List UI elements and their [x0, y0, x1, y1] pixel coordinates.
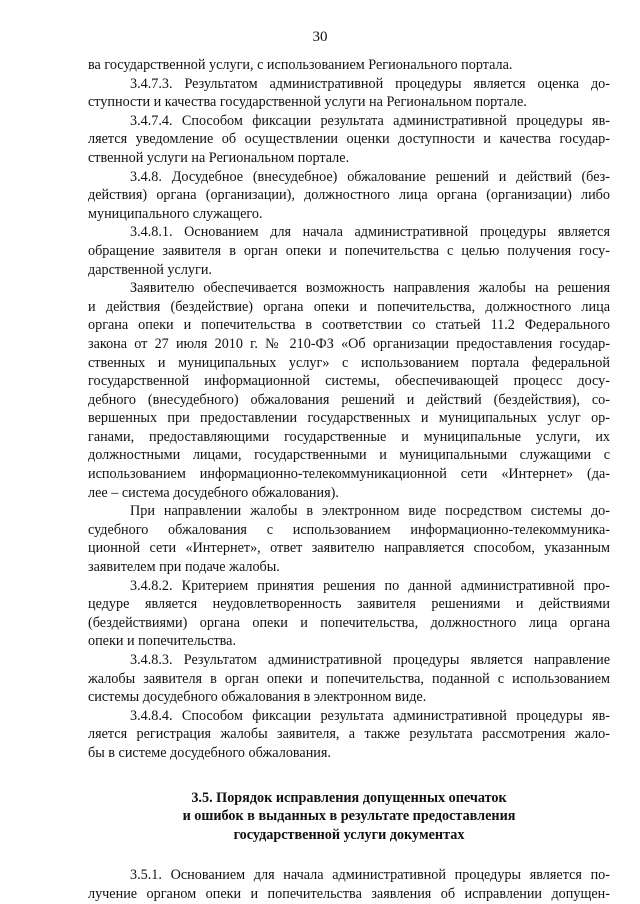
text-line: При направлении жалобы в электронном виде посредством системы до-	[130, 503, 610, 520]
text-line: 3.4.7.3. Результатом административной процедуры является оценка до-	[130, 75, 610, 92]
text-line: ционной сети «Интернет», ответ заявителю направляется способом, указанным	[88, 540, 610, 557]
paragraph	[88, 707, 610, 763]
text-line: 3.4.8.3. Результатом административной процедуры является направление	[130, 652, 610, 668]
paragraph	[88, 112, 610, 168]
paragraph-3-5-1	[88, 866, 610, 903]
text-line: 3.4.7.4. Способом фиксации результата административной процедуры яв-	[130, 112, 610, 129]
text-line: ступности и качества государственной услуги на Региональном портале.	[88, 94, 527, 111]
text-line: ляется регистрация жалобы заявителя, а также результата рассмотрения жало-	[88, 726, 610, 743]
paragraph	[88, 75, 610, 112]
paragraph-list	[88, 56, 610, 763]
text-line: заявителем при подаче жалобы.	[88, 559, 280, 576]
text-line: 3.4.8.4. Способом фиксации результата административной процедуры яв-	[130, 707, 610, 724]
text-line: бы в системе досудебного обжалования.	[88, 744, 331, 761]
paragraph	[88, 168, 610, 224]
heading-line: 3.5. Порядок исправления допущенных опечаток	[191, 789, 507, 806]
text-line: 3.4.8. Досудебное (внесудебное) обжалование решений и действий (без-	[130, 168, 610, 185]
text-line: должностными лицами, государственными и муниципальными служащими с	[88, 447, 610, 464]
text-line: обращение заявителя в орган опеки и попечительства с целью получения госу-	[88, 242, 610, 259]
text-line: действия) органа (организации), должностного лица органа (организации) либо	[88, 187, 610, 204]
spacer	[88, 763, 610, 789]
text-line: 3.4.8.2. Критерием принятия решения по данной административной про-	[130, 577, 610, 594]
text-line: ственных и муниципальных услуг» с использованием портала федеральной	[88, 354, 610, 371]
document-body	[88, 56, 610, 904]
spacer	[88, 844, 610, 866]
paragraph	[88, 279, 610, 502]
section-heading	[88, 789, 610, 845]
text-line: Заявителю обеспечивается возможность направления жалобы на решения	[130, 280, 610, 297]
text-line: ва государственной услуги, с использованием Регионального портала.	[88, 57, 513, 73]
text-line: использованием информационно-телекоммуникационной сети «Интернет» (да-	[88, 466, 610, 483]
text-line: ственной услуги на Региональном портале.	[88, 149, 350, 166]
text-line: лее – система досудебного обжалования).	[88, 484, 339, 501]
text-line: вершенных при предоставлении государственных и муниципальных услуг ор-	[88, 410, 610, 427]
text-line: муниципального служащего.	[88, 205, 263, 222]
text-line: дарственной услуги.	[88, 261, 212, 278]
text-line: ляется уведомление об осуществлении оценки доступности и качества государ-	[88, 131, 610, 148]
text-line: опеки и попечительства.	[88, 633, 237, 650]
text-line: дебного (внесудебного) обжалования решений и действий (бездействия), со-	[88, 391, 610, 408]
page-number: 30	[312, 29, 328, 45]
text-line: жалобы заявителя в орган опеки и попечительства, поданной с использованием	[88, 670, 610, 687]
paragraph	[88, 577, 610, 651]
paragraph	[88, 651, 610, 707]
paragraph	[88, 56, 610, 75]
heading-line: государственной услуги документах	[233, 826, 465, 843]
text-line: (бездействиями) органа опеки и попечительства, должностного лица органа	[88, 614, 610, 631]
text-line: цедуре является неудовлетворенность заявителя решениями и действиями	[88, 596, 610, 613]
text-line: лучение органом опеки и попечительства заявления об исправлении допущен-	[88, 885, 610, 902]
text-line: 3.4.8.1. Основанием для начала административной процедуры является	[130, 224, 610, 241]
paragraph	[88, 223, 610, 279]
heading-line: и ошибок в выданных в результате предоставления	[182, 808, 516, 825]
paragraph	[88, 502, 610, 576]
text-line: закона от 27 июля 2010 г. № 210-ФЗ «Об организации предоставления государ-	[88, 335, 610, 352]
text-line: органа опеки и попечительства в соответствии со статьей 11.2 Федерального	[88, 317, 610, 334]
text-line: государственной информационной системы, обеспечивающей процесс досу-	[88, 373, 610, 390]
text-line: ганами, предоставляющими государственные и муниципальные услуги, их	[88, 428, 610, 445]
text-line: системы досудебного обжалования в электронном виде.	[88, 689, 427, 706]
text-line: и действия (бездействие) органа опеки и попечительства, должностного лица	[88, 298, 610, 315]
text-line: судебного обжалования с использованием информационно-телекоммуника-	[88, 521, 610, 538]
text-line: 3.5.1. Основанием для начала административной процедуры является по-	[130, 867, 610, 884]
